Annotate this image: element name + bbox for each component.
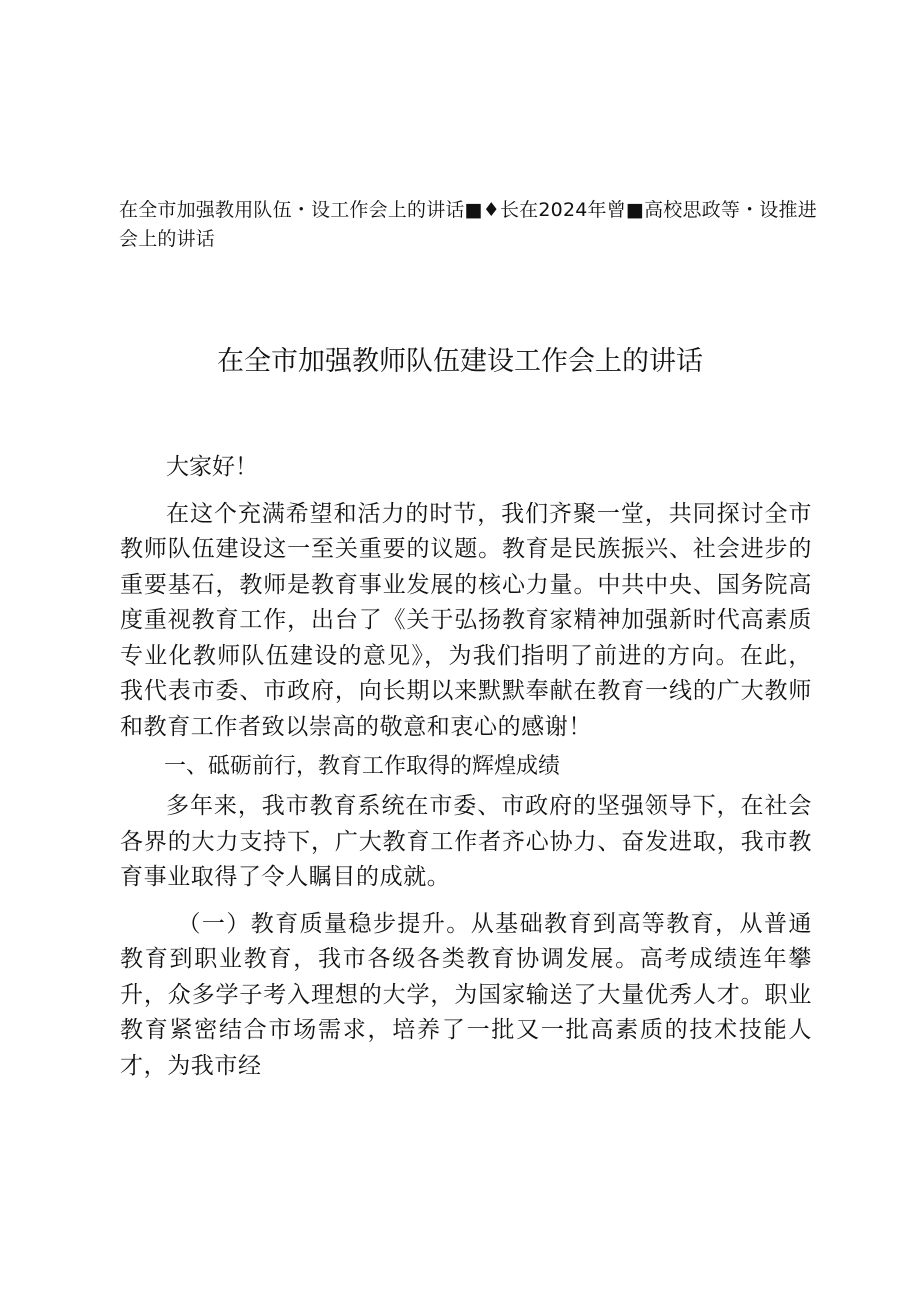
- section-heading-1: 一、砥砺前行，教育工作取得的辉煌成绩: [164, 754, 561, 779]
- section-1-intro-paragraph: 多年来，我市教育系统在市委、市政府的坚强领导下，在社会各界的大力支持下，广大教育工作者齐心协力、奋发进取，我市教育事业取得了令人瞩目的成就。: [120, 793, 812, 890]
- page-title: 在全市加强教师队伍建设工作会上的讲话: [217, 346, 703, 377]
- section-1-item-1-paragraph: （一）教育质量稳步提升。从基础教育到高等教育，从普通教育到职业教育，我市各级各类教育协调发展。高考成绩连年攀升，众多学子考入理想的大学，为国家输送了大量优秀人才。职业教育紧密结合市场需求，培养了一批又一批高素质的技术技能人才，为我市经: [120, 910, 812, 1079]
- document-header-text: 在全市加强教用队伍・设工作会上的讲话■♦长在2024年曾■高校思政等・设推进会上的讲话: [119, 199, 817, 250]
- intro-paragraph: 在这个充满希望和活力的时节，我们齐聚一堂，共同探讨全市教师队伍建设这一至关重要的议题。教育是民族振兴、社会进步的重要基石，教师是教育事业发展的核心力量。中共中央、国务院高度重视教育工作，出台了《关于弘扬教育家精神加强新时代高素质专业化教师队伍建设的意见》，为我们指明了前进的方向。在此，我代表市委、市政府，向长期以来默默奉献在教育一线的广大教师和教育工作者致以崇高的敬意和衷心的感谢！: [120, 500, 812, 740]
- greeting: 大家好！: [166, 454, 258, 480]
- document-body: [120, 450, 812, 1084]
